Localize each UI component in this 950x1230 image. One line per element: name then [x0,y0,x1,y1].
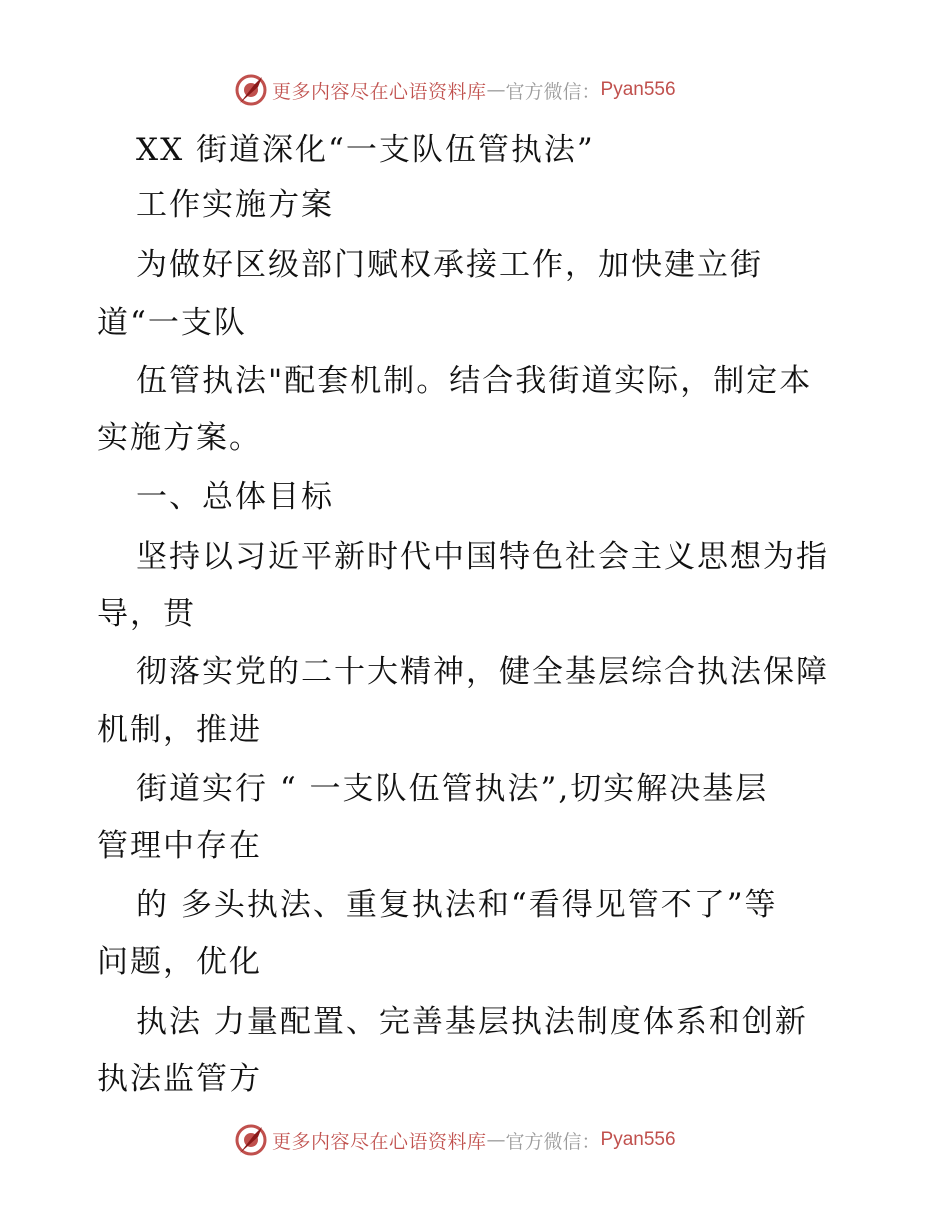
paragraph-line: 伍管执法"配套机制。结合我街道实际，制定本 [136,363,813,399]
paragraph-line: 坚持以习近平新时代中国特色社会主义思想为指 [136,539,829,575]
banner-separator: — [486,1129,506,1151]
paragraph-line: 执法 力量配置、完善基层执法制度体系和创新 [136,1004,808,1040]
paragraph-line: 导，贯 [97,596,196,632]
document-subtitle: 工作实施方案 [136,187,334,223]
paragraph-line: 彻落实党的二十大精神，健全基层综合执法保障 [136,654,829,690]
footer-banner [234,1120,676,1160]
paragraph-line: 为做好区级部门赋权承接工作，加快建立街 [136,247,763,283]
banner-wechat-label: 官方微信： [505,80,601,103]
banner-wechat-id: Pyan556 [600,79,676,100]
section-heading: 一、总体目标 [136,479,334,515]
banner-wechat-label: 官方微信： [505,1130,601,1153]
paragraph-line: 问题，优化 [97,944,262,980]
banner-separator: — [486,79,506,101]
paragraph-line: 机制，推进 [97,712,262,748]
banner-text: 更多内容尽在心语资料库 [272,1130,487,1153]
paragraph-line: 管理中存在 [97,828,262,864]
header-banner [234,70,676,110]
banner-text: 更多内容尽在心语资料库 [272,80,487,103]
document-title: XX 街道深化“一支队伍管执法” [136,132,595,168]
paragraph-line: 道“一支队 [97,305,247,341]
quill-logo-icon [234,73,268,107]
paragraph-line: 的 多头执法、重复执法和“看得见管不了”等 [136,887,778,923]
banner-wechat-id: Pyan556 [600,1129,676,1150]
paragraph-line: 街道实行 “ 一支队伍管执法”,切实解决基层 [136,771,769,807]
paragraph-line: 实施方案。 [97,420,262,456]
quill-logo-icon [234,1123,268,1157]
paragraph-line: 执法监管方 [97,1061,262,1097]
